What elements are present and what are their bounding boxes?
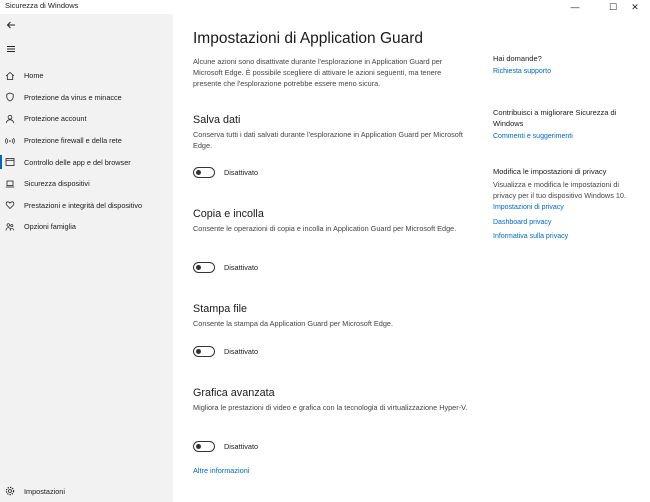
privacy-block bbox=[493, 167, 643, 244]
privacy-settings-link[interactable]: Impostazioni di privacy bbox=[493, 204, 564, 212]
sidebar-item-family-options[interactable] bbox=[0, 216, 173, 238]
toggle-knob bbox=[196, 349, 201, 354]
sidebar-item-label: Protezione account bbox=[24, 114, 87, 124]
help-title: Hai domande? bbox=[493, 54, 542, 63]
sidebar-item-device-security[interactable] bbox=[0, 173, 173, 195]
sidebar-item-account-protection[interactable] bbox=[0, 108, 173, 130]
section-title: Salva dati bbox=[193, 114, 241, 126]
window-title: Sicurezza di Windows bbox=[5, 1, 79, 10]
sidebar-item-label: Sicurezza dispositivi bbox=[24, 179, 90, 189]
sidebar-item-label: Home bbox=[24, 71, 44, 81]
hamburger-icon bbox=[6, 44, 16, 54]
sidebar-item-app-browser[interactable] bbox=[0, 151, 173, 173]
person-icon bbox=[5, 114, 15, 124]
toggle-state-label: Disattivato bbox=[224, 442, 259, 451]
section-title: Copia e incolla bbox=[193, 208, 264, 220]
minimize-button[interactable] bbox=[560, 0, 590, 14]
sidebar-item-label: Prestazioni e integrità del dispositivo bbox=[24, 200, 143, 210]
sidebar-item-home[interactable] bbox=[0, 65, 173, 87]
feedback-block bbox=[493, 108, 643, 144]
save-data-toggle-row bbox=[193, 167, 258, 178]
section-description: Consente la stampa da Application Guard per Microsoft Edge. bbox=[193, 319, 393, 328]
toggle-state-label: Disattivato bbox=[224, 263, 259, 272]
advanced-graphics-toggle-row bbox=[193, 441, 258, 452]
more-info-link[interactable]: Altre informazioni bbox=[193, 466, 250, 475]
shield-icon bbox=[5, 92, 15, 102]
gear-icon bbox=[5, 486, 15, 496]
feedback-link[interactable]: Commenti e suggerimenti bbox=[493, 132, 573, 140]
back-button[interactable] bbox=[4, 18, 18, 32]
title-bar bbox=[0, 0, 650, 14]
privacy-statement-link[interactable]: Informativa sulla privacy bbox=[493, 232, 569, 240]
privacy-title: Modifica le impostazioni di privacy bbox=[493, 167, 607, 176]
sidebar-item-label: Protezione firewall e della rete bbox=[24, 136, 122, 146]
improve-title: Contribuisci a migliorare Sicurezza di Windows bbox=[493, 108, 617, 128]
section-advanced-graphics bbox=[193, 387, 473, 414]
sidebar-item-virus-protection[interactable] bbox=[0, 87, 173, 109]
intro-text: Alcune azioni sono disattivate durante l'esplorazione in Application Guard per Microsoft Edge. È possibile scegliere di attivare le azioni seguenti, ma tenere presente che l'esplorazione potrebbe essere meno sicura. bbox=[193, 57, 443, 88]
copy-paste-toggle[interactable] bbox=[193, 262, 215, 273]
section-description: Conserva tutti i dati salvati durante l'esplorazione in Application Guard per Microsoft Edge. bbox=[193, 130, 463, 150]
sidebar-nav bbox=[0, 65, 173, 238]
close-icon: ✕ bbox=[631, 1, 639, 12]
maximize-icon: ☐ bbox=[608, 1, 618, 12]
print-file-toggle-row bbox=[193, 346, 258, 357]
toggle-state-label: Disattivato bbox=[224, 347, 259, 356]
section-title: Grafica avanzata bbox=[193, 387, 275, 399]
privacy-dashboard-link[interactable]: Dashboard privacy bbox=[493, 218, 552, 226]
section-description: Consente le operazioni di copia e incolla in Application Guard per Microsoft Edge. bbox=[193, 224, 457, 233]
minimize-icon: — bbox=[570, 2, 580, 12]
print-file-toggle[interactable] bbox=[193, 346, 215, 357]
toggle-state-label: Disattivato bbox=[224, 168, 259, 177]
copy-paste-toggle-row bbox=[193, 262, 258, 273]
sidebar-item-device-performance[interactable] bbox=[0, 195, 173, 217]
save-data-toggle[interactable] bbox=[193, 167, 215, 178]
sidebar bbox=[0, 14, 173, 502]
back-arrow-icon bbox=[6, 20, 16, 30]
laptop-icon bbox=[5, 179, 15, 189]
toggle-knob bbox=[196, 444, 201, 449]
help-block bbox=[493, 54, 643, 79]
close-button[interactable] bbox=[620, 0, 650, 14]
section-print-file bbox=[193, 303, 473, 330]
heart-icon bbox=[5, 200, 15, 210]
section-save-data bbox=[193, 114, 473, 152]
toggle-knob bbox=[196, 265, 201, 270]
app-browser-icon bbox=[5, 157, 15, 167]
sidebar-item-label: Protezione da virus e minacce bbox=[24, 92, 122, 102]
toggle-knob bbox=[196, 170, 201, 175]
section-title: Stampa file bbox=[193, 303, 248, 315]
settings-label: Impostazioni bbox=[24, 486, 65, 496]
menu-button[interactable] bbox=[4, 42, 18, 56]
privacy-text: Visualizza e modifica le impostazioni di privacy per il tuo dispositivo Windows 10. bbox=[493, 179, 627, 200]
sidebar-item-settings[interactable] bbox=[0, 481, 173, 501]
support-request-link[interactable]: Richiesta supporto bbox=[493, 67, 551, 75]
sidebar-item-label: Opzioni famiglia bbox=[24, 222, 76, 232]
wifi-icon bbox=[5, 136, 15, 146]
family-icon bbox=[5, 222, 15, 232]
advanced-graphics-toggle[interactable] bbox=[193, 441, 215, 452]
section-copy-paste bbox=[193, 208, 473, 235]
sidebar-item-firewall[interactable] bbox=[0, 130, 173, 152]
page-title: Impostazioni di Application Guard bbox=[193, 30, 424, 47]
home-icon bbox=[5, 71, 15, 81]
section-description: Migliora le prestazioni di video e grafica con la tecnologia di virtualizzazione Hyper-V. bbox=[193, 403, 468, 412]
sidebar-item-label: Controllo delle app e del browser bbox=[24, 157, 131, 167]
